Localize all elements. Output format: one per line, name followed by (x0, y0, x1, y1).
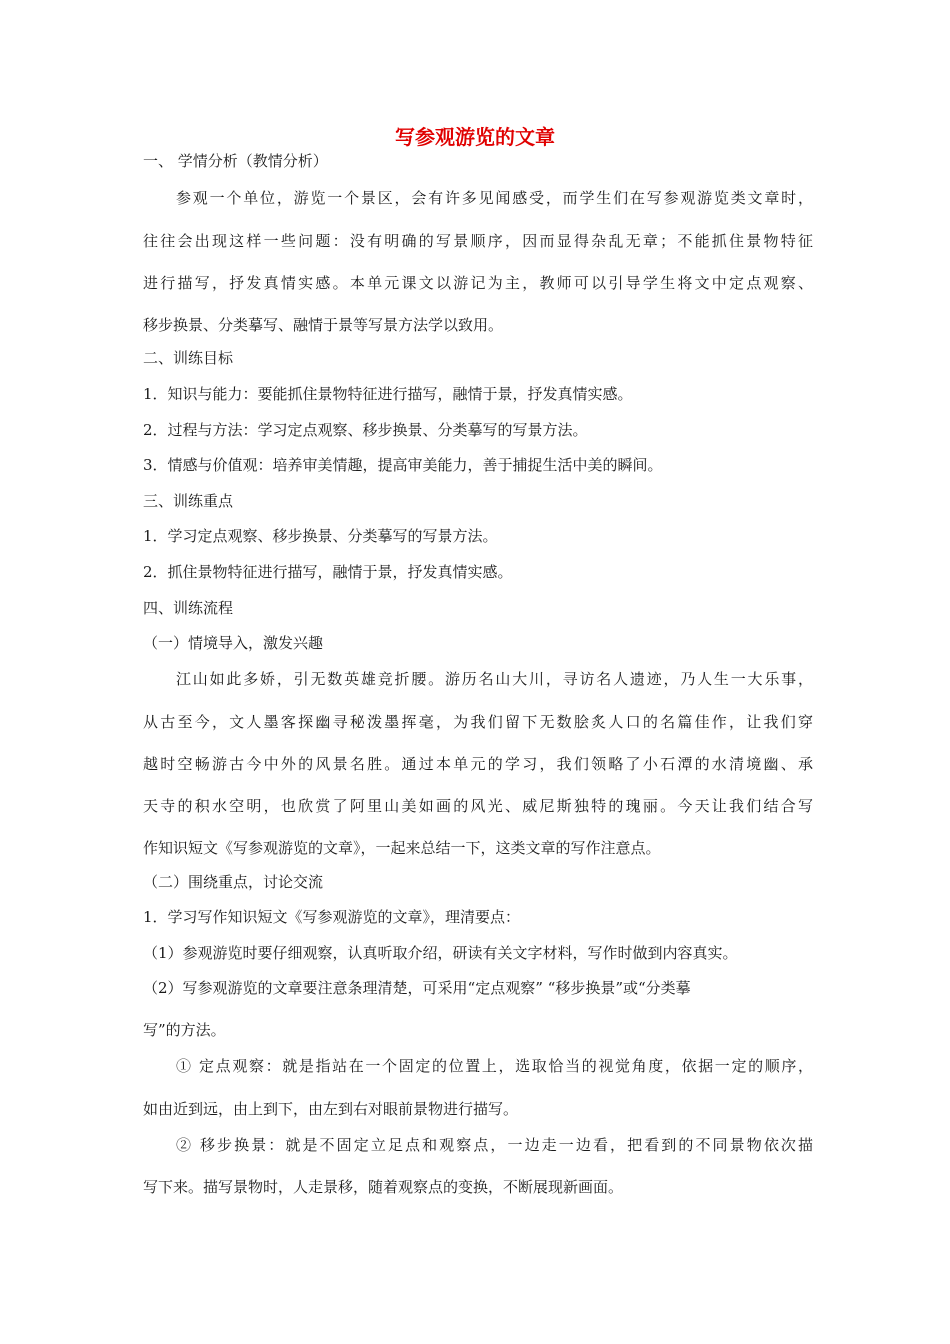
document-title: 写参观游览的文章 (395, 125, 555, 149)
list-item: 写”的方法。 (143, 1021, 226, 1039)
section-heading-3: 三、训练重点 (143, 492, 234, 510)
paragraph-line: 参观一个单位，游览一个景区，会有许多见闻感受，而学生们在写参观游览类文章时， (176, 189, 813, 207)
paragraph-line: 进行描写，抒发真情实感。本单元课文以游记为主，教师可以引导学生将文中定点观察、 (143, 274, 813, 292)
section-heading-1: 一、 学情分析（教情分析） (143, 152, 328, 170)
paragraph-line: 往往会出现这样一些问题：没有明确的写景顺序，因而显得杂乱无章；不能抓住景物特征 (143, 232, 813, 250)
paragraph-line: ② 移步换景：就是不固定立足点和观察点，一边走一边看，把看到的不同景物依次描 (176, 1136, 813, 1154)
list-item: （2）写参观游览的文章要注意条理清楚，可采用“定点观察” “移步换景”或“分类摹 (143, 979, 691, 997)
subsection-heading: （二）围绕重点，讨论交流 (143, 873, 324, 891)
paragraph-line: 如由近到远，由上到下，由左到右对眼前景物进行描写。 (143, 1100, 519, 1118)
paragraph-line: 写下来。描写景物时，人走景移，随着观察点的变换，不断展现新画面。 (143, 1178, 624, 1196)
paragraph-line: 天寺的积水空明，也欣赏了阿里山美如画的风光、威尼斯独特的瑰丽。今天让我们结合写 (143, 797, 813, 815)
list-item: 1．知识与能力：要能抓住景物特征进行描写，融情于景，抒发真情实感。 (143, 385, 633, 403)
list-item: 2．过程与方法：学习定点观察、移步换景、分类摹写的写景方法。 (143, 421, 588, 439)
list-item: 1．学习写作知识短文《写参观游览的文章》，理清要点： (143, 908, 521, 926)
paragraph-line: 从古至今，文人墨客探幽寻秘泼墨挥毫，为我们留下无数脍炙人口的名篇佳作，让我们穿 (143, 713, 813, 731)
paragraph-line: 移步换景、分类摹写、融情于景等写景方法学以致用。 (143, 316, 504, 334)
paragraph-line: 江山如此多娇，引无数英雄竞折腰。游历名山大川，寻访名人遗迹，乃人生一大乐事， (176, 670, 813, 688)
list-item: 3．情感与价值观：培养审美情趣，提高审美能力，善于捕捉生活中美的瞬间。 (143, 456, 663, 474)
list-item: （1）参观游览时要仔细观察，认真听取介绍，研读有关文字材料，写作时做到内容真实。 (143, 944, 738, 962)
paragraph-line: 越时空畅游古今中外的风景名胜。通过本单元的学习，我们领略了小石潭的水清境幽、承 (143, 755, 813, 773)
paragraph-line: ① 定点观察：就是指站在一个固定的位置上，选取恰当的视觉角度，依据一定的顺序， (176, 1057, 813, 1075)
list-item: 2．抓住景物特征进行描写，融情于景，抒发真情实感。 (143, 563, 513, 581)
section-heading-2: 二、训练目标 (143, 349, 234, 367)
paragraph-line: 作知识短文《写参观游览的文章》，一起来总结一下，这类文章的写作注意点。 (143, 839, 661, 857)
subsection-heading: （一）情境导入，激发兴趣 (143, 634, 324, 652)
section-heading-4: 四、训练流程 (143, 599, 234, 617)
list-item: 1．学习定点观察、移步换景、分类摹写的写景方法。 (143, 527, 498, 545)
